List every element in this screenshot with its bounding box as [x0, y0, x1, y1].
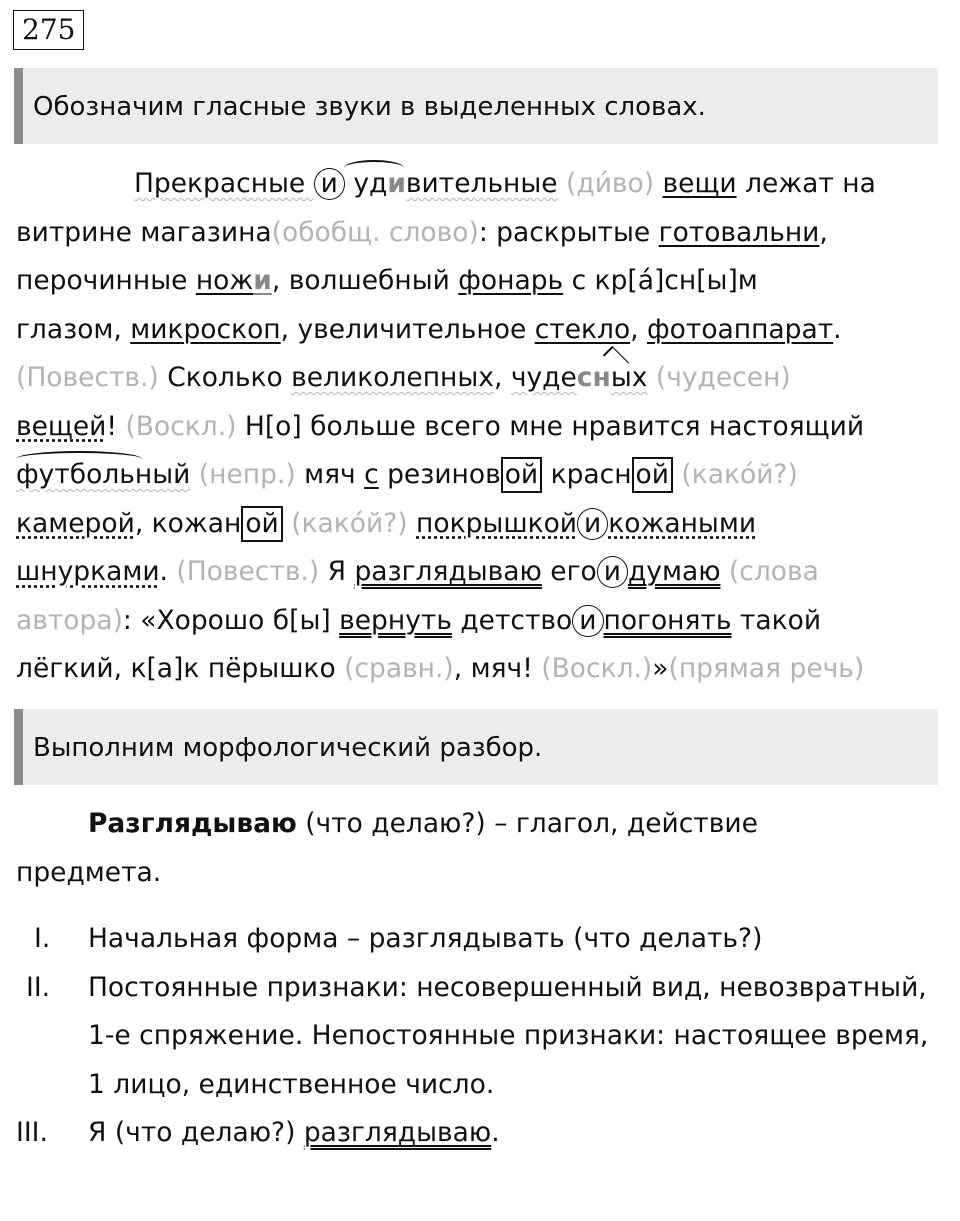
text-segment: . [833, 313, 842, 345]
text-line-2 [16, 209, 940, 258]
grey-annotation: (прямая речь) [668, 653, 865, 684]
roman-numeral: III. [16, 1117, 48, 1148]
text-segment: такой [731, 604, 822, 636]
dotted-word: камерой [16, 507, 135, 539]
morph-line-2: предмета. [16, 856, 162, 888]
text-line-9 [16, 548, 940, 597]
text-segment: , волшебный [271, 265, 459, 296]
circled-conjunction: и [597, 556, 628, 588]
predicate-word: думаю [627, 556, 721, 587]
text-segment: лежат на [736, 168, 876, 199]
text-segment: с кр[а́]сн[ы]м [563, 265, 758, 296]
list-item [16, 1109, 940, 1158]
text-segment: резинов [378, 459, 501, 490]
grey-annotation: (Повеств.) [176, 556, 320, 587]
text-segment: , [630, 313, 648, 345]
morph-list [16, 915, 940, 1158]
text-line-3 [16, 257, 940, 306]
text-segment: Прекрасные [134, 168, 314, 199]
grey-annotation: (како́й?) [282, 507, 417, 539]
text-line-7 [16, 451, 940, 500]
text-segment: перочинные [16, 265, 196, 296]
grey-annotation: (Повеств.) [16, 362, 159, 393]
text-segment: глазом, [16, 313, 131, 345]
boxed-ending: ой [632, 457, 673, 493]
subject-word: фотоаппарат [647, 313, 834, 345]
predicate-word: погонять [603, 604, 732, 636]
root-arc [16, 451, 142, 467]
dotted-word: шнурками [16, 556, 160, 587]
subject-word: готовальни [658, 216, 820, 248]
dotted-word: кожаными [608, 507, 757, 539]
circled-conjunction: и [572, 605, 603, 637]
list-item [16, 964, 940, 1110]
text-segment: , [819, 216, 828, 248]
text-segment: (что делаю?) – глагол, действие [296, 808, 758, 839]
list-item-text: Начальная форма – разглядывать (что делать?) [88, 923, 763, 954]
list-item-text [88, 1109, 940, 1158]
grey-annotation: (ди́во) [557, 168, 663, 199]
subject-word: нож [195, 265, 254, 296]
subject-word: фонарь [458, 265, 564, 296]
roman-numeral: I. [34, 923, 51, 954]
grey-annotation: (како́й?) [672, 459, 798, 490]
grey-annotation: (обобщ. слово) [271, 216, 479, 248]
highlighted-letters: сн [576, 362, 611, 393]
section-title-vowels: Обозначим гласные звуки в выделенных словах. [14, 68, 938, 144]
subject-word: стекло [534, 313, 631, 345]
boxed-ending: ой [241, 506, 282, 542]
root-arc [344, 160, 404, 176]
subject-word: вещи [662, 168, 737, 199]
morph-word: Разглядываю [88, 808, 297, 839]
text-segment: : «Хорошо б[ы] [122, 604, 340, 636]
text-line-8 [16, 500, 940, 549]
text-segment: ых [610, 362, 648, 393]
text-segment: красн [542, 459, 632, 490]
preposition: с [364, 459, 379, 490]
text-segment: , кожан [134, 507, 242, 539]
text-segment: » [652, 653, 669, 684]
text-segment: . [491, 1117, 500, 1148]
text-line-5 [16, 354, 940, 403]
roman-numeral: II. [26, 971, 51, 1003]
text-line-6 [16, 403, 940, 452]
text-segment: Я (что делаю?) [88, 1117, 304, 1148]
text-segment: , мяч! [453, 653, 542, 684]
text-segment: . [159, 556, 177, 587]
morph-line-1 [16, 800, 940, 849]
predicate-word: разглядываю [303, 1117, 492, 1148]
text-line-4 [16, 306, 940, 355]
predicate-word: разглядываю [354, 556, 542, 587]
text-segment: его [541, 556, 597, 587]
grey-annotation: (Воскл.) [541, 653, 653, 684]
text-segment: лёгкий, к[а]к пёрышко [16, 653, 345, 684]
text-segment: ! [106, 410, 126, 442]
grey-annotation: (Воскл.) [125, 410, 237, 442]
text-line-1 [16, 160, 940, 209]
list-item [16, 915, 940, 964]
boxed-ending: ой [501, 457, 542, 493]
grey-annotation: (сравн.) [344, 653, 454, 684]
subject-word: микроскоп [130, 313, 281, 345]
text-line-10 [16, 597, 940, 646]
wavy-word: великолепных [291, 362, 494, 393]
text-segment: уд [344, 168, 388, 199]
morph-intro [16, 800, 940, 897]
text-segment: вительные [405, 168, 558, 199]
text-segment: , [493, 362, 511, 393]
section-title-morph: Выполним морфологический разбор. [14, 709, 938, 785]
text-line-11 [16, 645, 940, 694]
list-item-text: Постоянные признаки: несовершенный вид, невозвратный, 1-е спряжение. Непостоянные признаки: настоящее время, 1 лицо, единственное число. [88, 971, 929, 1100]
predicate-word: вернуть [339, 604, 452, 636]
text-segment: детство [451, 604, 573, 636]
circled-conjunction: и [314, 168, 345, 200]
text-segment: , увеличительное [280, 313, 535, 345]
dotted-word: покрышкой [416, 507, 578, 539]
dotted-word: вещей [16, 410, 107, 442]
exercise-text [16, 160, 940, 694]
text-segment: : раскрытые [478, 216, 659, 248]
grey-annotation: (чудесен) [647, 362, 791, 393]
text-segment: Сколько [158, 362, 292, 393]
wavy-word: футбольный [16, 459, 191, 490]
highlighted-letter: и [387, 168, 406, 199]
text-segment: Я [319, 556, 355, 587]
exercise-number: 275 [13, 10, 84, 50]
grey-annotation: (слова [720, 556, 819, 587]
circled-conjunction: и [577, 508, 608, 540]
text-segment: мяч [304, 459, 365, 490]
wavy-word: чуде [510, 362, 577, 393]
grey-annotation: (непр.) [190, 459, 305, 490]
grey-annotation: автора) [16, 604, 123, 636]
text-segment: витрине магазина [16, 216, 272, 248]
highlighted-letter: и [253, 265, 272, 296]
text-segment: Н[о] больше всего мне нравится настоящий [236, 410, 865, 442]
